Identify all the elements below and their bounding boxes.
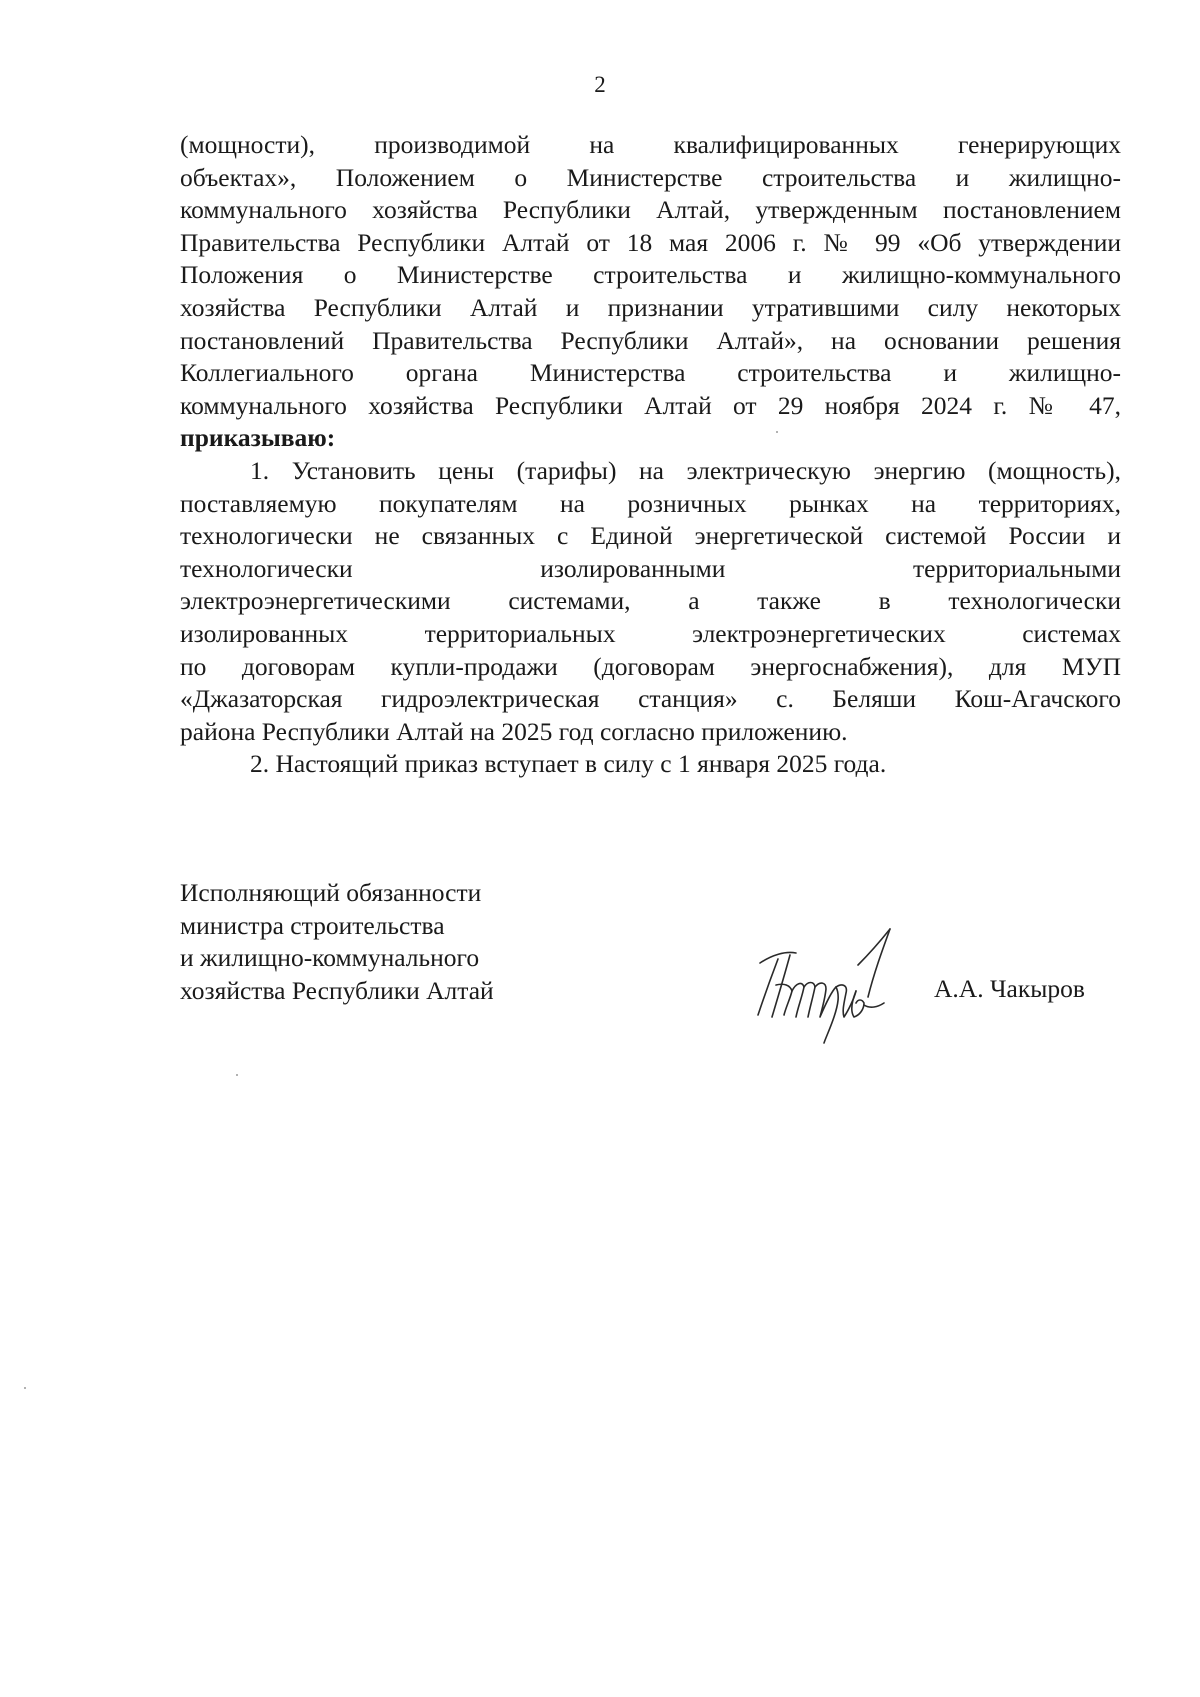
- preamble-line: объектах», Положением о Министерстве строительства и жилищно-: [180, 162, 1121, 192]
- page-number: 2: [594, 72, 606, 97]
- item-1-line: «Джазаторская гидроэлектрическая станция» с. Беляши Кош-Агачского: [180, 684, 1121, 714]
- preamble-line: Правительства Республики Алтай от 18 мая 2006 г. № 99 «Об утверждении: [180, 227, 1121, 257]
- order-body: [180, 129, 1121, 781]
- preamble-line: коммунального хозяйства Республики Алтай, утвержденным постановлением: [180, 195, 1121, 225]
- item-1-line: 1. Установить цены (тарифы) на электрическую энергию (мощность),: [250, 455, 1121, 485]
- scan-speck: [776, 431, 778, 433]
- preamble-line: Коллегиального органа Министерства строительства и жилищно-: [180, 358, 1121, 388]
- scan-speck: [24, 1387, 26, 1389]
- signatory-title-line: и жилищно-коммунального: [180, 943, 480, 972]
- scan-speck: [236, 1074, 238, 1076]
- signatory-title-line: Исполняющий обязанности: [180, 878, 482, 907]
- signatory-title: [180, 877, 494, 1007]
- item-1-line: по договорам купли-продажи (договорам энергоснабжения), для МУП: [180, 651, 1121, 681]
- preamble-line: коммунального хозяйства Республики Алтай от 29 ноября 2024 г. № 47,: [180, 390, 1121, 420]
- item-1-line: технологически изолированными территориальными: [180, 553, 1121, 583]
- item-1-line: электроэнергетическими системами, а также в технологически: [180, 586, 1121, 616]
- signatory-title-line: министра строительства: [180, 910, 445, 940]
- preamble-line: Положения о Министерстве строительства и жилищно-коммунального: [180, 260, 1121, 290]
- item-2-line: 2. Настоящий приказ вступает в силу с 1 января 2025 года.: [250, 749, 887, 779]
- order-word: приказываю:: [180, 423, 336, 453]
- signer-name: А.А. Чакыров: [934, 974, 1085, 1003]
- item-1-line: района Республики Алтай на 2025 год согласно приложению.: [180, 716, 848, 746]
- signatory-title-line: хозяйства Республики Алтай: [180, 975, 494, 1005]
- item-1-line: поставляемую покупателям на розничных рынках на территориях,: [180, 488, 1121, 518]
- preamble-line: хозяйства Республики Алтай и признании утратившими силу некоторых: [180, 292, 1121, 322]
- preamble-line: (мощности), производимой на квалифицированных генерирующих: [180, 130, 1121, 159]
- item-1-line: технологически не связанных с Единой энергетической системой России и: [180, 521, 1121, 551]
- handwritten-signature: [740, 925, 910, 1045]
- item-1-line: изолированных территориальных электроэнергетических системах: [180, 618, 1121, 648]
- preamble-line: постановлений Правительства Республики Алтай», на основании решения: [180, 325, 1121, 355]
